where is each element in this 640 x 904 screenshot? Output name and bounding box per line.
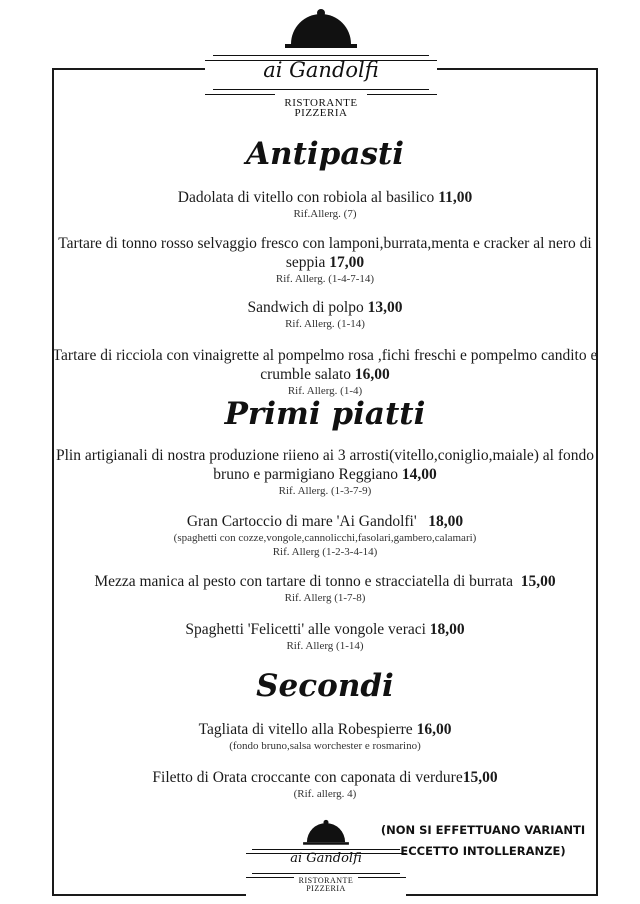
item-name: Tartare di ricciola con vinaigrette al pompelmo rosa ,fichi freschi e pompelmo candito e crumble salato [52,347,598,383]
menu-item [52,346,598,398]
item-allergens: Rif. Allerg (1-2-3-4-14) [272,546,378,558]
item-name: Sandwich di polpo [247,299,364,316]
logo-subtitle-pizzeria: PIZZERIA [306,884,346,893]
item-name: Mezza manica al pesto con tartare di tonno e stracciatella di burrata [94,573,514,590]
menu-item [52,234,598,286]
section-title-secondi: Secondi [256,668,394,704]
logo-subtitle-ristorante: RISTORANTE [298,876,354,885]
item-name: Gran Cartoccio di mare 'Ai Gandolfi' [186,513,417,530]
item-detail: (spaghetti con cozze,vongole,cannolicchi,fasolari,gambero,calamari) [173,532,477,544]
menu-item [52,620,598,653]
item-price: 18,00 [428,513,464,530]
item-price: 18,00 [429,621,465,638]
section-title-antipasti: Antipasti [246,136,404,172]
item-price: 17,00 [329,254,365,271]
item-allergens: Rif. Allerg. (1-4-7-14) [275,273,375,285]
item-allergens: Rif. Allerg (1-7-8) [284,592,366,604]
menu-item [52,572,598,605]
logo-name: ai Gandolfi [290,851,362,866]
item-name: Tagliata di vitello alla Robespierre [198,721,413,738]
item-price: 13,00 [367,299,403,316]
item-allergens: Rif. Allerg. (1-14) [285,318,365,330]
menu-item [52,298,598,331]
menu-item [52,768,598,801]
item-name: Spaghetti 'Felicetti' alle vongole veraci [185,621,426,638]
item-name: Plin artigianali di nostra produzione riieno ai 3 arrosti(vitello,coniglio,maiale) al fondo bruno e parmigiano Reggiano [55,447,595,483]
no-variations-note [378,820,588,862]
logo-subtitle-ristorante: RISTORANTE [284,97,358,109]
note-line-1: (NON SI EFFETTUANO VARIANTI [380,823,586,837]
cloche-icon [281,6,361,50]
logo-subtitle-pizzeria: PIZZERIA [294,107,348,119]
menu-item [52,720,598,753]
item-price: 15,00 [520,573,556,590]
item-detail: (fondo bruno,salsa worchester e rosmarino) [229,740,421,752]
note-line-2: ECCETTO INTOLLERANZE) [400,844,566,858]
item-allergens: (Rif. allerg. 4) [293,788,357,800]
item-name: Filetto di Orata croccante con caponata di verdure [152,769,463,786]
item-price: 14,00 [401,466,437,483]
item-name: Dadolata di vitello con robiola al basilico [177,189,435,206]
item-price: 15,00 [462,769,498,786]
menu-item [52,188,598,221]
section-title-primi-piatti: Primi piatti [224,396,426,432]
cloche-icon [300,818,352,846]
restaurant-logo [205,6,437,126]
item-price: 16,00 [416,721,452,738]
item-price: 16,00 [354,366,390,383]
logo-name: ai Gandolfi [263,58,379,82]
item-name: Tartare di tonno rosso selvaggio fresco con lamponi,burrata,menta e cracker al nero di seppia [58,235,592,271]
menu-item [52,446,598,498]
menu-item [52,512,598,559]
item-allergens: Rif. Allerg. (1-3-7-9) [278,485,372,497]
item-allergens: Rif.Allerg. (7) [293,208,357,220]
item-allergens: Rif. Allerg. (1-4) [287,385,363,397]
item-allergens: Rif. Allerg (1-14) [286,640,364,652]
item-price: 11,00 [438,189,473,206]
